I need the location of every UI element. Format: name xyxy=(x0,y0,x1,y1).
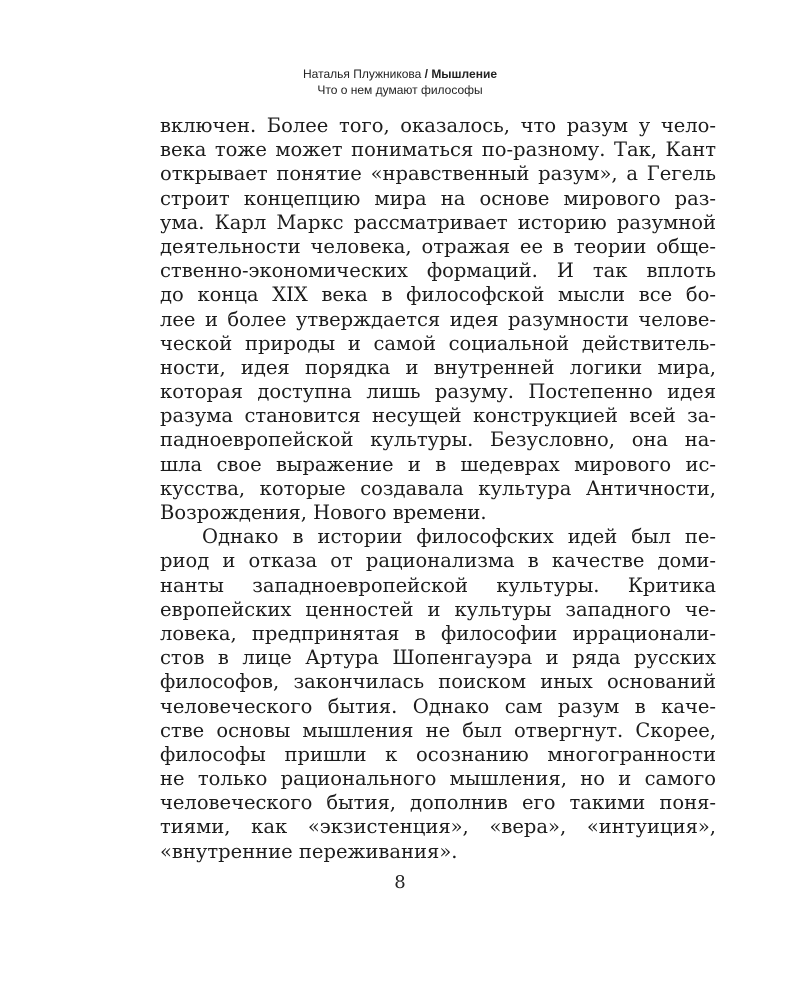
text-line: ловека, предпринятая в философии иррационали- xyxy=(160,621,716,645)
text-line: европейских ценностей и культуры западного че- xyxy=(160,597,716,621)
text-line: разума становится несущей конструкцией всей за- xyxy=(160,404,716,428)
text-line: лее и более утверждается идея разумности челове- xyxy=(160,307,716,331)
text-line: включен. Более того, оказалось, что разум у чело- xyxy=(160,114,716,137)
text-line: риод и отказа от рационализма в качестве доми- xyxy=(160,549,716,573)
text-line: ческой природы и самой социальной действитель- xyxy=(160,331,716,355)
text-line: открывает понятие «нравственный разум», а Гегель xyxy=(160,162,716,186)
text-line: нанты западноевропейской культуры. Критика xyxy=(160,573,716,597)
text-line: не только рационального мышления, но и самого xyxy=(160,767,716,791)
text-line: философов, закончилась поиском иных оснований xyxy=(160,670,716,694)
text-line: шла свое выражение и в шедеврах мирового ис- xyxy=(160,452,716,476)
text-line: деятельности человека, отражая ее в теории обще- xyxy=(160,234,716,258)
author-name: Наталья Плужникова xyxy=(303,67,422,81)
text-line: Возрождения, Нового времени. xyxy=(160,501,487,524)
text-line: стве основы мышления не был отвергнут. Скорее, xyxy=(160,718,716,742)
text-line: Однако в истории философских идей был пе- xyxy=(202,525,716,549)
text-line: тиями, как «экзистенция», «вера», «интуиция», xyxy=(160,815,716,839)
text-line: строит концепцию мира на основе мирового раз- xyxy=(160,186,716,210)
page-number: 8 xyxy=(394,872,406,893)
book-subtitle: Что о нем думают философы xyxy=(317,83,483,97)
text-line: «внутренние переживания». xyxy=(160,839,458,863)
text-line: человеческого бытия, дополнив его такими поня- xyxy=(160,791,716,815)
title-separator: / xyxy=(421,67,432,81)
text-line: падноевропейской культуры. Безусловно, она на- xyxy=(160,428,716,452)
text-line: века тоже может пониматься по-разному. Так, Кант xyxy=(160,138,716,162)
text-line: человеческого бытия. Однако сам разум в каче- xyxy=(160,694,716,718)
body-text xyxy=(160,114,716,864)
book-title: Мышление xyxy=(431,67,497,81)
text-line: кусства, которые создавала культура Античности, xyxy=(160,476,716,500)
text-line: философы пришли к осознанию многогранности xyxy=(160,742,716,766)
text-line: до конца XIX века в философской мысли все бо- xyxy=(160,283,716,307)
paragraph-1 xyxy=(160,114,716,525)
text-line: ума. Карл Маркс рассматривает историю разумной xyxy=(160,210,716,234)
paragraph-2 xyxy=(160,525,716,864)
text-line: которая доступна лишь разуму. Постепенно идея xyxy=(160,380,716,404)
running-head-title-line xyxy=(0,66,800,82)
text-line: стов в лице Артура Шопенгауэра и ряда русских xyxy=(160,646,716,670)
text-line: ственно-экономических формаций. И так вплоть xyxy=(160,259,716,283)
text-line: ности, идея порядка и внутренней логики мира, xyxy=(160,355,716,379)
running-head xyxy=(0,66,800,98)
